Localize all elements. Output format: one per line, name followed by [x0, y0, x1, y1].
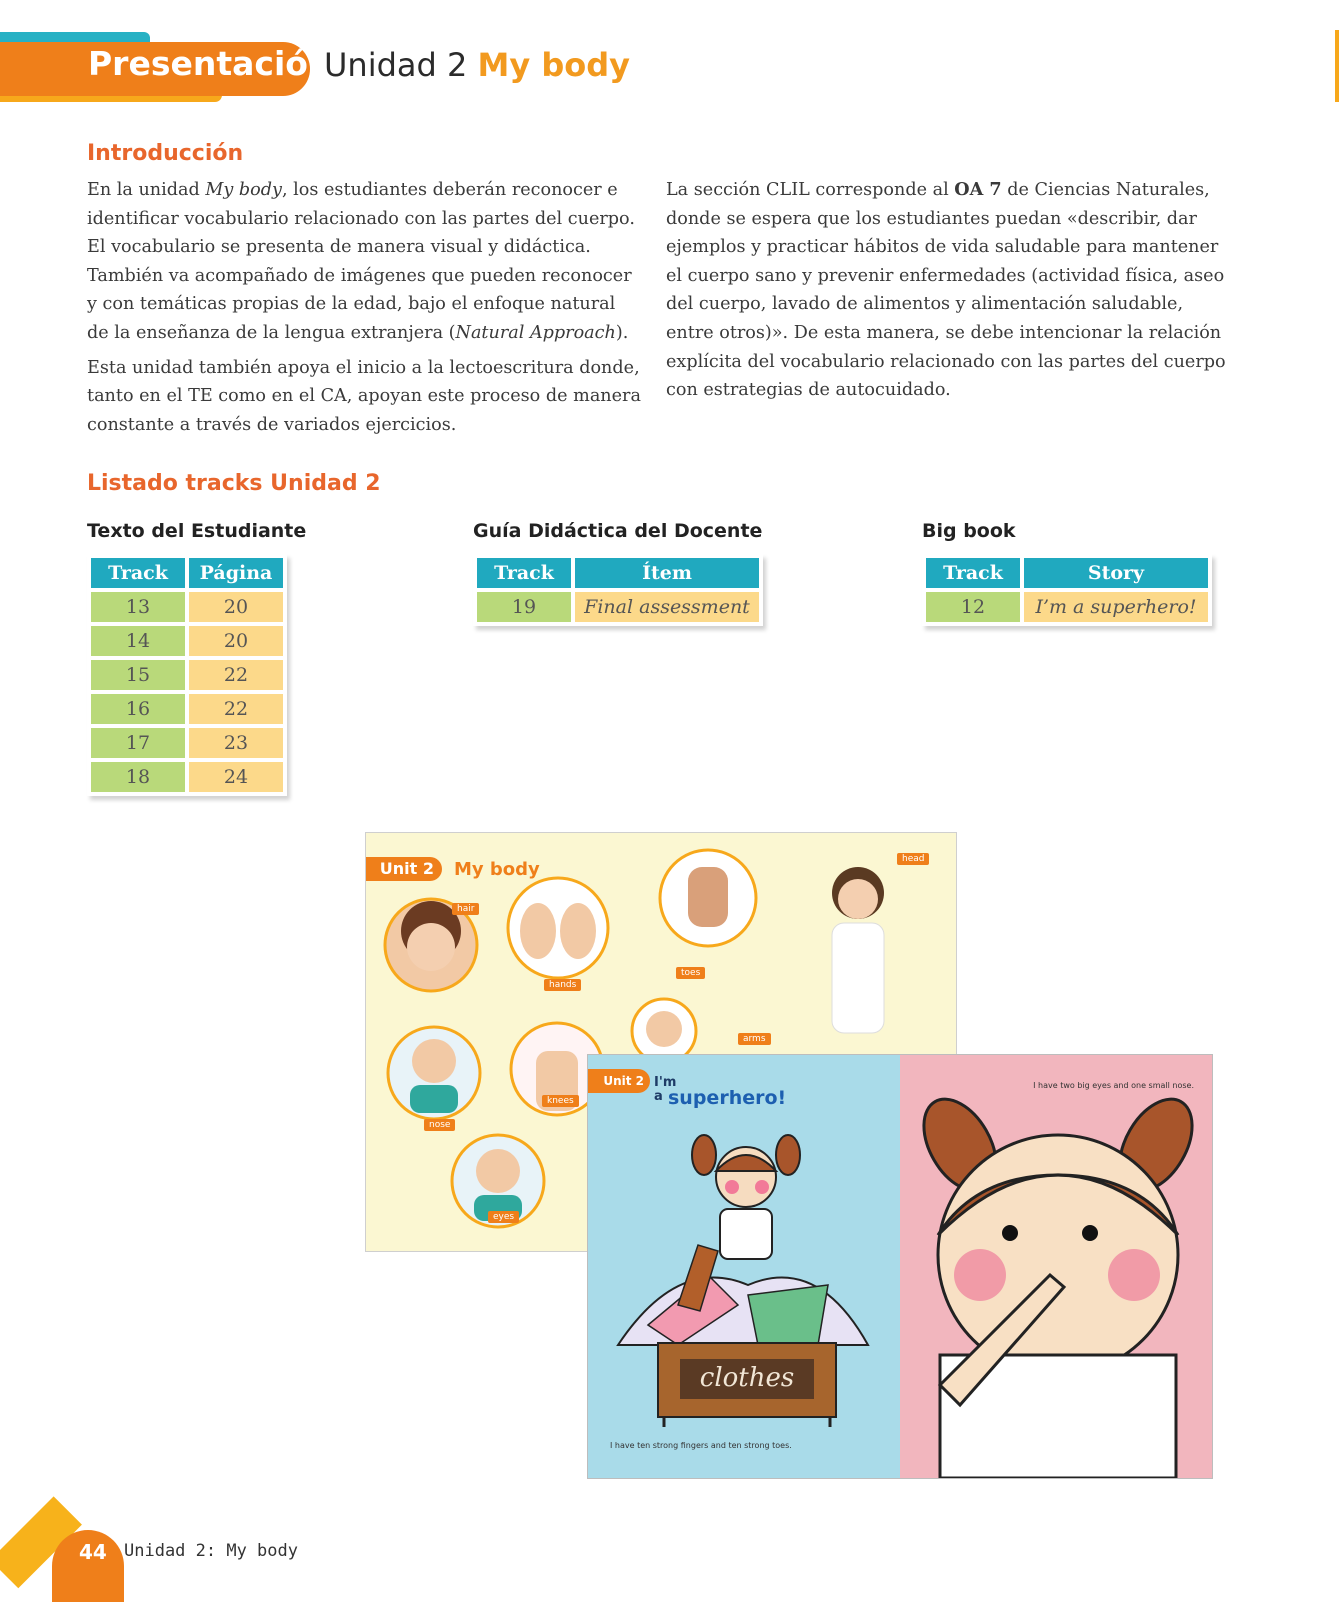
table-header-row	[91, 558, 283, 588]
table-row	[91, 694, 283, 724]
left-page-caption: I have ten strong fingers and ten strong toes.	[610, 1441, 792, 1450]
tracks-heading: Listado tracks Unidad 2	[87, 471, 381, 496]
unit-name: My body	[477, 46, 631, 84]
track-cell: 18	[91, 762, 185, 792]
unit-tag: Unit 2	[588, 1069, 650, 1093]
page-number: 44	[79, 1540, 107, 1564]
intro-text: de Ciencias Naturales, donde se espera que los estudiantes puedan «describir, dar ejemplos y practicar hábitos de vida saludable para mantener el cuerpo sano y prevenir enfermedades (actividad física, aseo del cuerpo, lavado de alimentos y alimentación saludable, entre otros)». De esta manera, se debe intencionar la relación explícita del vocabulario relacionado con las partes del cuerpo con estrategias de autocuidado.	[666, 180, 1226, 401]
intro-left-column	[87, 176, 642, 445]
track-cell: 13	[91, 592, 185, 622]
intro-text: , los estudiantes deberán reconocer e identificar vocabulario relacionado con las partes del cuerpo. El vocabulario se presenta de manera visual y didáctica. También va acompañado de imágenes que pueden reconocer y con temáticas propias de la edad, bajo el enfoque natural de la enseñanza de la lengua extranjera (	[87, 180, 635, 343]
guide-tracks-table	[473, 554, 763, 626]
intro-heading: Introducción	[87, 141, 244, 166]
col-track: Track	[91, 558, 185, 588]
intro-strong: OA 7	[954, 179, 1002, 200]
bigbook-tracks-table	[922, 554, 1212, 626]
page-cell: 20	[189, 626, 283, 656]
page-cell: 22	[189, 694, 283, 724]
track-cell: 14	[91, 626, 185, 656]
table-header-row	[926, 558, 1208, 588]
story-title-small: I'm	[654, 1075, 677, 1090]
label-hair: hair	[452, 903, 479, 915]
label-knees: knees	[542, 1095, 579, 1107]
intro-emphasis: Natural Approach	[455, 322, 616, 343]
guide-table-title: Guía Didáctica del Docente	[473, 520, 763, 542]
intro-text: ).	[615, 322, 629, 343]
page-cell: 24	[189, 762, 283, 792]
big-book-right-page	[900, 1055, 1212, 1478]
label-nose: nose	[424, 1119, 455, 1131]
intro-text: La sección CLIL corresponde al	[666, 180, 955, 200]
intro-paragraph-2: Esta unidad también apoya el inicio a la lectoescritura donde, tanto en el TE como en el CA, apoyan este proceso de manera constante a través de variados ejercicios.	[87, 357, 641, 435]
col-item: Ítem	[575, 558, 759, 588]
col-track: Track	[477, 558, 571, 588]
unit-prefix: Unidad 2	[324, 46, 468, 84]
big-book-spread-image	[587, 1054, 1213, 1479]
unit-tag: Unit 2	[366, 857, 442, 881]
col-track: Track	[926, 558, 1020, 588]
page-cell: 23	[189, 728, 283, 758]
track-cell: 19	[477, 592, 571, 622]
intro-paragraph-3	[666, 176, 1226, 405]
page-cell: 22	[189, 660, 283, 690]
table-row	[91, 592, 283, 622]
label-eyes: eyes	[488, 1211, 519, 1223]
table-row	[926, 592, 1208, 622]
label-head: head	[897, 853, 929, 865]
track-cell: 17	[91, 728, 185, 758]
header-accent-teal	[0, 32, 150, 42]
intro-emphasis: My body	[205, 180, 282, 200]
table-header-row	[477, 558, 759, 588]
item-cell: Final assessment	[575, 592, 759, 622]
unit-title	[324, 46, 630, 84]
intro-right-column	[666, 176, 1226, 411]
story-cell: I’m a superhero!	[1024, 592, 1208, 622]
intro-text: En la unidad	[87, 180, 206, 200]
col-story: Story	[1024, 558, 1208, 588]
clothes-box-word: clothes	[699, 1363, 795, 1393]
right-page-caption: I have two big eyes and one small nose.	[1033, 1081, 1194, 1090]
table-row	[91, 762, 283, 792]
label-hands: hands	[544, 979, 581, 991]
girl-pointing-nose-illustration	[900, 1055, 1212, 1478]
col-page: Página	[189, 558, 283, 588]
story-title-big: superhero!	[668, 1087, 787, 1109]
student-tracks-table	[87, 554, 287, 796]
section-title: Presentación	[88, 44, 332, 83]
table-row	[91, 728, 283, 758]
label-arms: arms	[738, 1033, 771, 1045]
table-row	[477, 592, 759, 622]
page-edge-marker	[1335, 30, 1339, 102]
track-cell: 15	[91, 660, 185, 690]
big-book-left-page	[588, 1055, 900, 1478]
bigbook-table-title: Big book	[922, 520, 1016, 542]
student-table-title: Texto del Estudiante	[87, 520, 307, 542]
page-cell: 20	[189, 592, 283, 622]
table-row	[91, 626, 283, 656]
image1-title: My body	[454, 859, 540, 880]
intro-paragraph-1	[87, 176, 642, 348]
footer-unit-label: Unidad 2: My body	[124, 1541, 298, 1561]
story-title-article: a	[654, 1089, 663, 1104]
track-cell: 12	[926, 592, 1020, 622]
track-cell: 16	[91, 694, 185, 724]
table-row	[91, 660, 283, 690]
girl-in-clothes-box-illustration	[588, 1055, 900, 1478]
label-toes: toes	[676, 967, 705, 979]
